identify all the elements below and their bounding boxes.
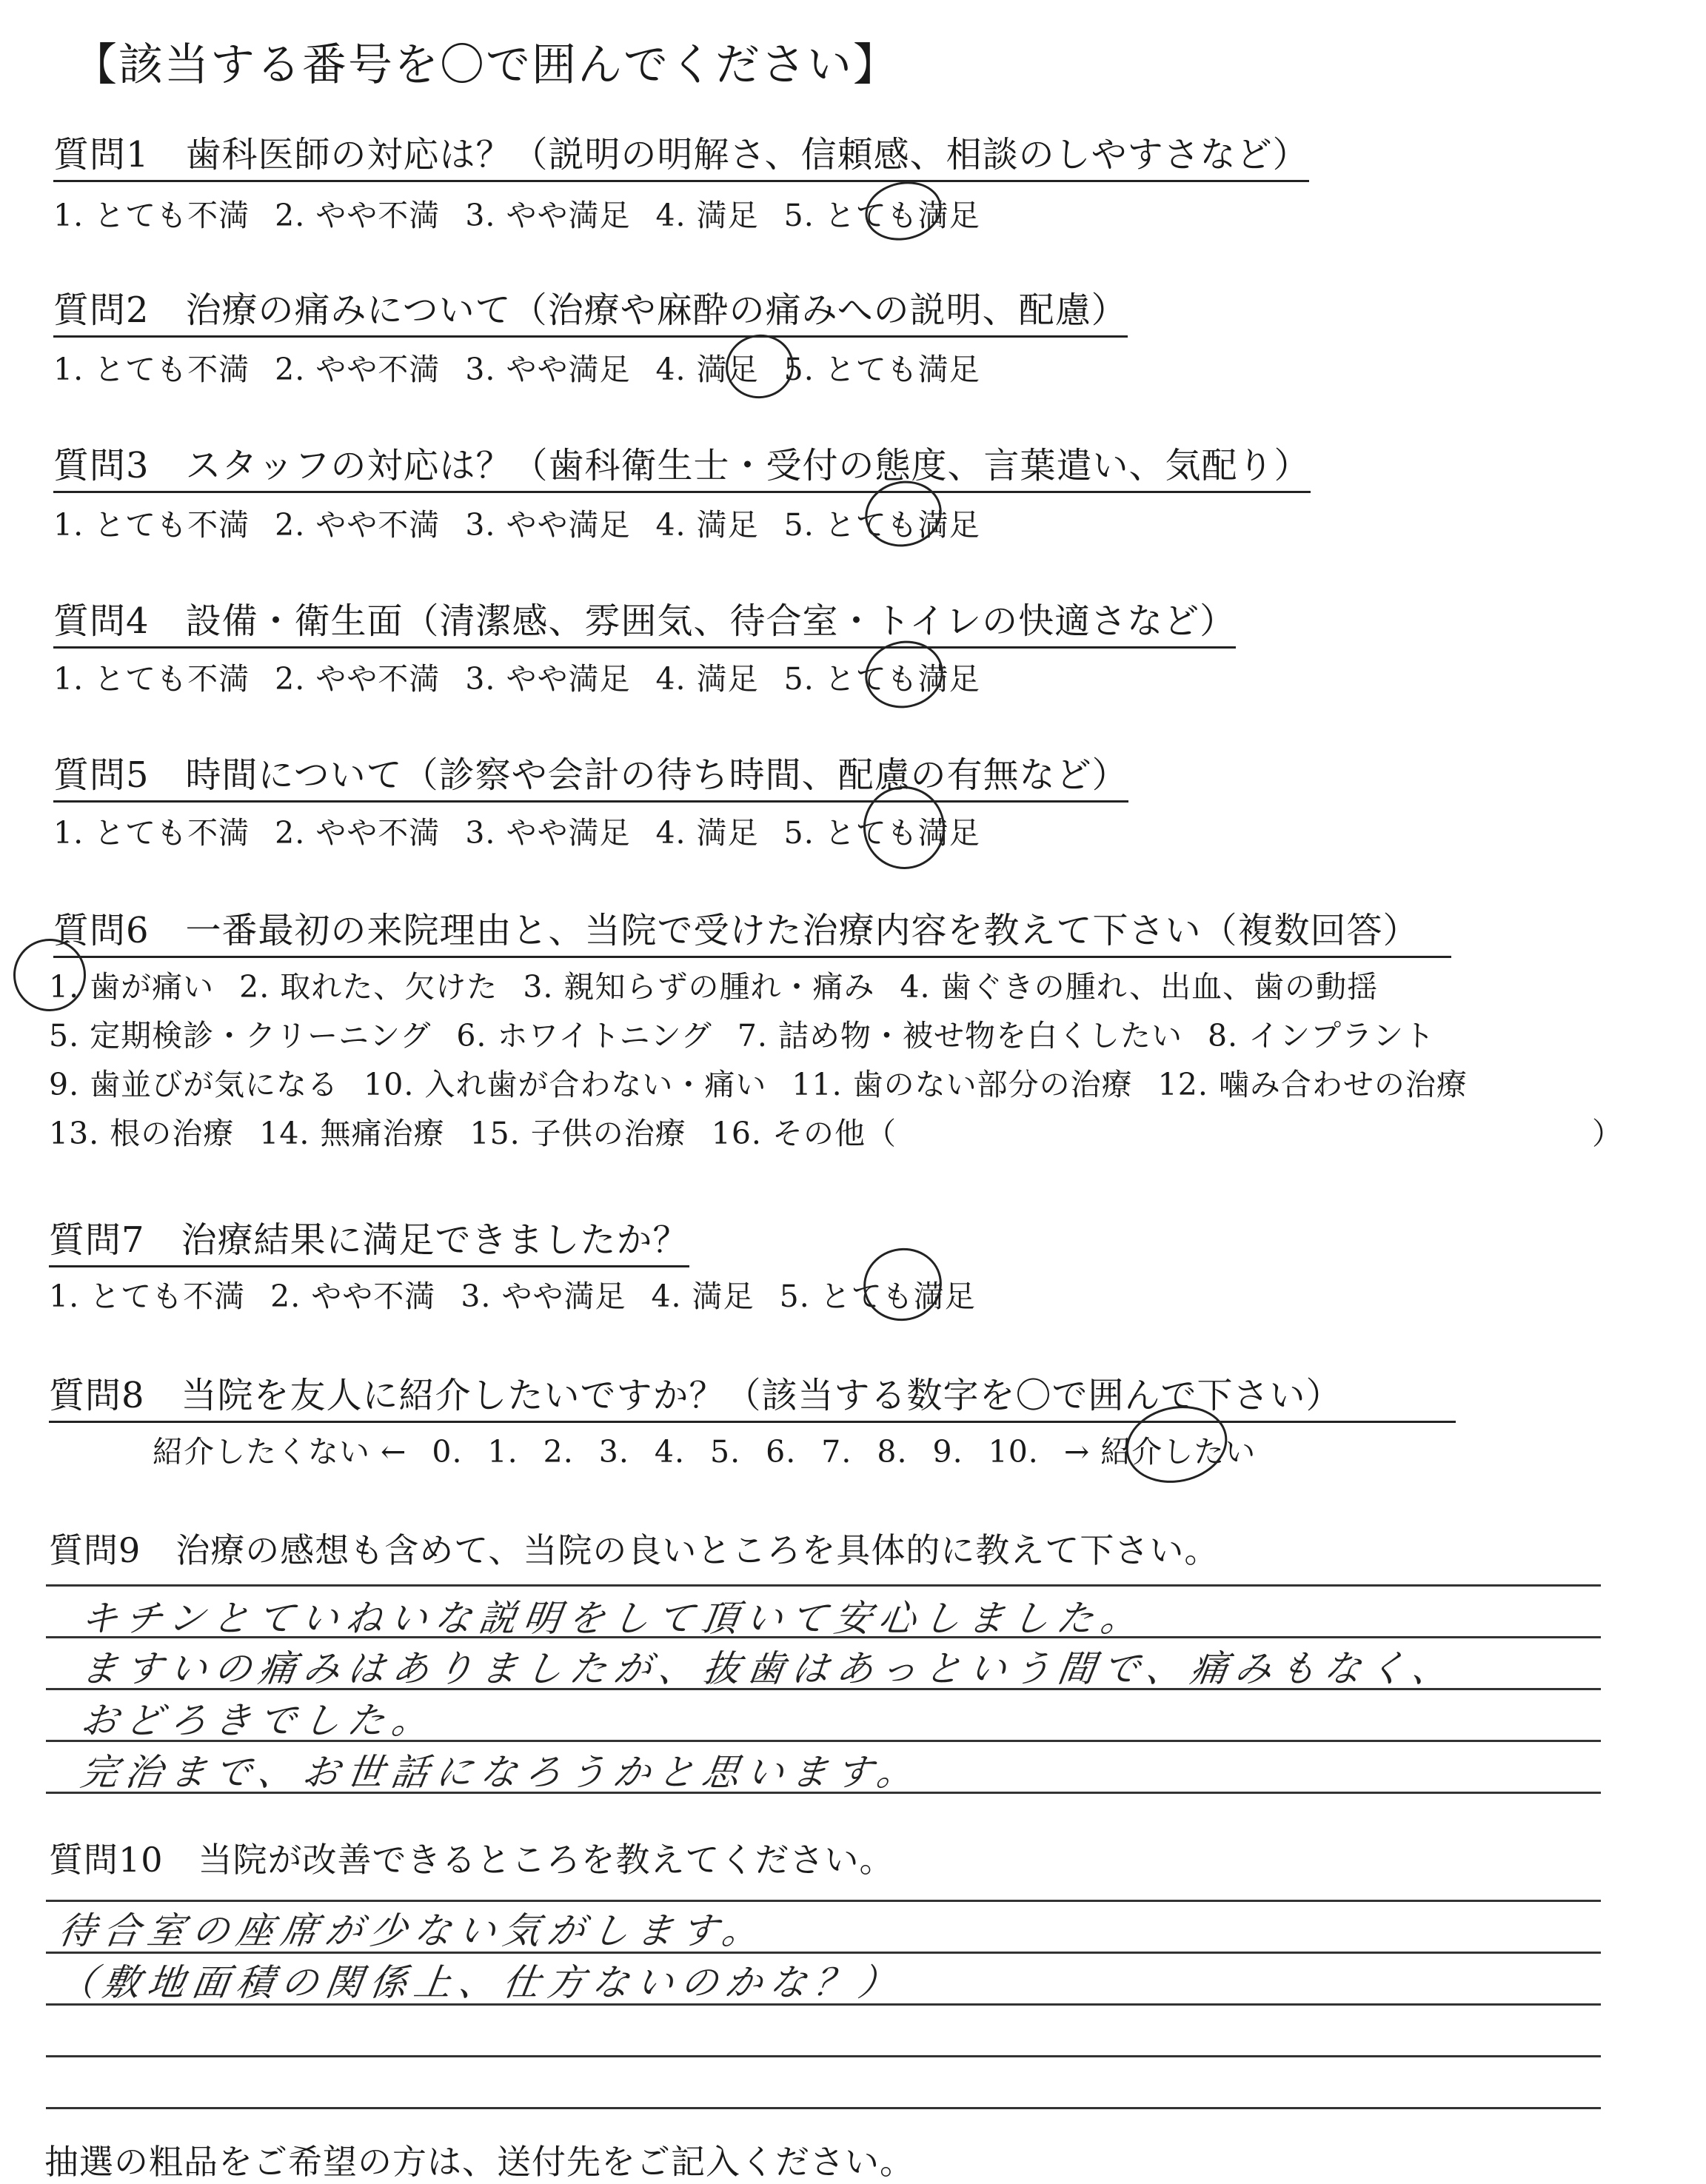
- q5-option-5[interactable]: 5. とても満足: [783, 815, 980, 851]
- q6-option-8[interactable]: 8. インプラント: [1207, 1018, 1436, 1054]
- q10-line-5: [46, 2107, 1601, 2109]
- q3-option-3[interactable]: 3. やや満足: [465, 507, 631, 543]
- q4-option-3[interactable]: 3. やや満足: [465, 661, 631, 697]
- q4-option-2[interactable]: 2. やや不満: [275, 661, 441, 697]
- q6-option-7[interactable]: 7. 詰め物・被せ物を白くしたい: [737, 1018, 1183, 1054]
- q6-other-close-paren: ）: [1592, 1116, 1623, 1151]
- q1-option-5[interactable]: 5. とても満足: [783, 198, 980, 233]
- q1-selection-circle: [860, 175, 947, 247]
- q7-options: [49, 1272, 1001, 1316]
- q2-option-5[interactable]: 5. とても満足: [783, 352, 980, 387]
- q8-option-1[interactable]: 1.: [487, 1434, 518, 1470]
- q10-answer-line-1[interactable]: 待合室の座席が少ない気がします。: [56, 1909, 770, 1952]
- q10-line-4: [46, 2055, 1601, 2057]
- q1-option-1[interactable]: 1. とても不満: [53, 198, 250, 233]
- q6-options-row3: [49, 1060, 1493, 1104]
- q7-option-3[interactable]: 3. やや満足: [461, 1279, 626, 1314]
- q3-option-5[interactable]: 5. とても満足: [783, 507, 980, 543]
- q8-left-label: 紹介したくない ←: [153, 1434, 407, 1470]
- q6-option-15[interactable]: 15. 子供の治療: [469, 1116, 686, 1151]
- q9-line-1: [46, 1584, 1601, 1587]
- q2-title: 質問2 治療の痛みについて（治療や麻酔の痛みへの説明、配慮）: [53, 281, 1128, 338]
- q8-option-7[interactable]: 7.: [821, 1434, 852, 1470]
- q9-answer-line-3[interactable]: おどろきでした。: [78, 1699, 440, 1742]
- q2-option-3[interactable]: 3. やや満足: [465, 352, 631, 387]
- q1-option-2[interactable]: 2. やや不満: [275, 198, 441, 233]
- q5-options: [53, 808, 1006, 852]
- q5-option-3[interactable]: 3. やや満足: [465, 815, 631, 851]
- q8-option-2[interactable]: 2.: [543, 1434, 574, 1470]
- q8-option-3[interactable]: 3.: [598, 1434, 629, 1470]
- q8-title: 質問8 当院を友人に紹介したいですか？（該当する数字を〇で囲んで下さい）: [49, 1367, 1456, 1423]
- q8-option-4[interactable]: 4.: [654, 1434, 686, 1470]
- q8-option-6[interactable]: 6.: [766, 1434, 797, 1470]
- q6-option-6[interactable]: 6. ホワイトニング: [456, 1018, 712, 1054]
- q8-scale: [153, 1427, 1281, 1471]
- q2-options: [53, 345, 1006, 389]
- q6-option-16[interactable]: 16. その他（: [711, 1116, 897, 1151]
- q4-option-1[interactable]: 1. とても不満: [53, 661, 250, 697]
- q6-options-row4: [49, 1109, 922, 1153]
- q6-option-2[interactable]: 2. 取れた、欠けた: [239, 969, 498, 1005]
- q9-answer-line-4[interactable]: 完治まで、お世話になろうかと思います。: [78, 1751, 925, 1794]
- q3-option-2[interactable]: 2. やや不満: [275, 507, 441, 543]
- q8-option-0[interactable]: 0.: [432, 1434, 463, 1470]
- q6-option-4[interactable]: 4. 歯ぐきの腫れ、出血、歯の動揺: [900, 969, 1379, 1005]
- q5-option-1[interactable]: 1. とても不満: [53, 815, 250, 851]
- q4-option-4[interactable]: 4. 満足: [655, 661, 759, 697]
- q3-title: 質問3 スタッフの対応は？（歯科衛生士・受付の態度、言葉遣い、気配り）: [53, 437, 1311, 493]
- q6-option-3[interactable]: 3. 親知らずの腫れ・痛み: [523, 969, 875, 1005]
- q6-option-5[interactable]: 5. 定期検診・クリーニング: [49, 1018, 432, 1054]
- q4-option-5[interactable]: 5. とても満足: [783, 661, 980, 697]
- q1-title: 質問1 歯科医師の対応は？（説明の明解さ、信頼感、相談のしやすさなど）: [53, 126, 1309, 182]
- q3-options: [53, 500, 1006, 544]
- q6-option-9[interactable]: 9. 歯並びが気になる: [49, 1067, 339, 1102]
- q8-option-10[interactable]: 10.: [988, 1434, 1039, 1470]
- q1-option-4[interactable]: 4. 満足: [655, 198, 759, 233]
- q9-title: 質問9 治療の感想も含めて、当院の良いところを具体的に教えて下さい。: [49, 1530, 1220, 1570]
- q3-option-4[interactable]: 4. 満足: [655, 507, 759, 543]
- q6-options-row1: [49, 962, 1403, 1006]
- q6-option-11[interactable]: 11. 歯のない部分の治療: [792, 1067, 1133, 1102]
- q2-selection-circle: [720, 328, 800, 404]
- q1-options: [53, 191, 1006, 235]
- q5-option-4[interactable]: 4. 満足: [655, 815, 759, 851]
- q7-option-5[interactable]: 5. とても満足: [779, 1279, 976, 1314]
- q9-answer-line-2[interactable]: ますいの痛みはありましたが、抜歯はあっという間で、痛みもなく、: [78, 1647, 1460, 1690]
- q8-option-8[interactable]: 8.: [877, 1434, 908, 1470]
- form-title: 【該当する番号を〇で囲んでください】: [73, 39, 899, 91]
- q2-option-1[interactable]: 1. とても不満: [53, 352, 250, 387]
- q8-option-9[interactable]: 9.: [932, 1434, 963, 1470]
- q2-option-4[interactable]: 4. 満足: [655, 352, 759, 387]
- q6-options-row2: [49, 1011, 1460, 1055]
- q5-title: 質問5 時間について（診察や会計の待ち時間、配慮の有無など）: [53, 746, 1128, 803]
- q8-option-5[interactable]: 5.: [710, 1434, 741, 1470]
- q6-title: 質問6 一番最初の来院理由と、当院で受けた治療内容を教えて下さい（複数回答）: [53, 902, 1451, 958]
- q4-title: 質問4 設備・衛生面（清潔感、雰囲気、待合室・トイレの快適さなど）: [53, 592, 1236, 649]
- q10-answer-line-2[interactable]: （敷地面積の関係上、仕方ないのかな？）: [56, 1961, 906, 2004]
- q7-option-2[interactable]: 2. やや不満: [270, 1279, 436, 1314]
- q6-option-10[interactable]: 10. 入れ歯が合わない・痛い: [364, 1067, 767, 1102]
- q7-option-1[interactable]: 1. とても不満: [49, 1279, 246, 1314]
- q6-option-12[interactable]: 12. 噛み合わせの治療: [1157, 1067, 1468, 1102]
- q2-option-2[interactable]: 2. やや不満: [275, 352, 441, 387]
- q9-answer-line-1[interactable]: キチンとていねいな説明をして頂いて安心しました。: [78, 1597, 1149, 1640]
- q1-option-3[interactable]: 3. やや満足: [465, 198, 631, 233]
- q7-title: 質問7 治療結果に満足できましたか？: [49, 1211, 689, 1267]
- q6-option-1[interactable]: 1. 歯が痛い: [49, 969, 215, 1005]
- q6-option-14[interactable]: 14. 無痛治療: [259, 1116, 445, 1151]
- q8-right-label: → 紹介したい: [1063, 1434, 1257, 1470]
- footer-note: 抽選の粗品をご希望の方は、送付先をご記入ください。: [44, 2142, 914, 2182]
- q10-title: 質問10 当院が改善できるところを教えてください。: [49, 1840, 894, 1880]
- q5-option-2[interactable]: 2. やや不満: [275, 815, 441, 851]
- q7-option-4[interactable]: 4. 満足: [651, 1279, 755, 1314]
- q6-option-13[interactable]: 13. 根の治療: [49, 1116, 235, 1151]
- q3-option-1[interactable]: 1. とても不満: [53, 507, 250, 543]
- q4-options: [53, 654, 1006, 698]
